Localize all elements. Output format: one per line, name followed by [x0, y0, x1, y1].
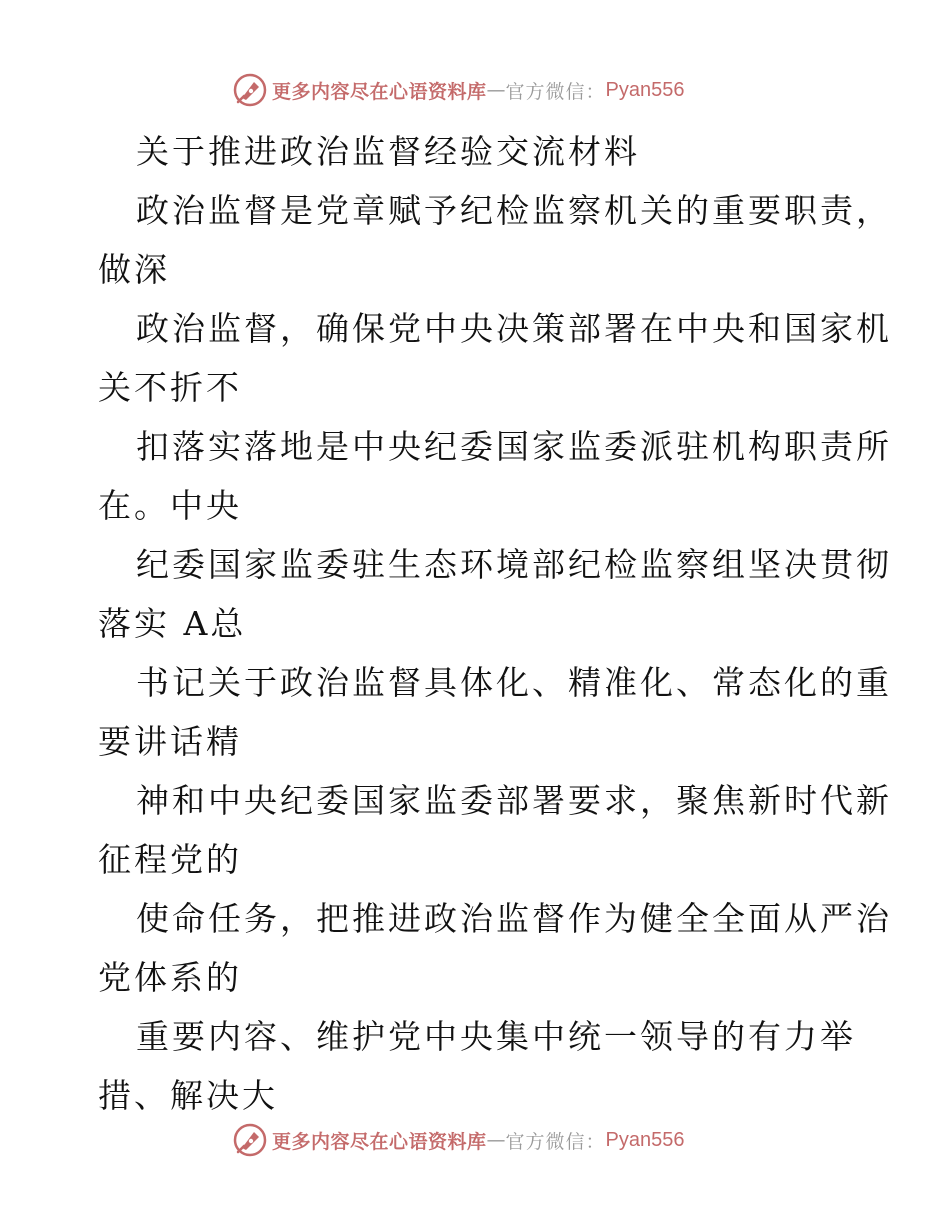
- banner-wechat-label: 官方微信：: [505, 1130, 606, 1153]
- document-body: [98, 122, 892, 1125]
- document-title: 关于推进政治监督经验交流材料: [136, 132, 640, 171]
- paragraph-line: 纪委国家监委驻生态环境部纪检监察组坚决贯彻: [136, 545, 892, 584]
- paragraph-line: 政治监督，确保党中央决策部署在中央和国家机: [136, 309, 892, 348]
- footer-banner: [232, 1120, 732, 1160]
- header-banner: [232, 70, 732, 110]
- paragraph-line: 措、解决大: [98, 1076, 278, 1115]
- pen-nib-logo-icon: [232, 1122, 268, 1158]
- paragraph-line: 党体系的: [98, 958, 242, 997]
- paragraph-line: 要讲话精: [98, 722, 242, 761]
- banner-main-text: 更多内容尽在心语资料库: [272, 80, 487, 103]
- paragraph-line: 使命任务，把推进政治监督作为健全全面从严治: [136, 899, 892, 938]
- paragraph-line: 政治监督是党章赋予纪检监察机关的重要职责，: [136, 191, 892, 230]
- paragraph-line: 神和中央纪委国家监委部署要求，聚焦新时代新: [136, 781, 892, 820]
- banner-main-text: 更多内容尽在心语资料库: [272, 1130, 487, 1153]
- paragraph-line: 关不折不: [98, 368, 242, 407]
- paragraph-line: 做深: [98, 250, 170, 289]
- banner-separator: —: [486, 1129, 506, 1151]
- paragraph-line: 征程党的: [98, 840, 242, 879]
- banner-wechat-id: Pyan556: [605, 78, 685, 101]
- paragraph-line: 在。中央: [98, 486, 242, 525]
- banner-wechat-id: Pyan556: [605, 1128, 685, 1151]
- banner-separator: —: [486, 79, 506, 101]
- pen-nib-logo-icon: [232, 72, 268, 108]
- paragraph-line: 重要内容、维护党中央集中统一领导的有力举: [136, 1017, 856, 1056]
- paragraph-line: 书记关于政治监督具体化、精准化、常态化的重: [136, 663, 892, 702]
- paragraph-line: 扣落实落地是中央纪委国家监委派驻机构职责所: [136, 427, 892, 466]
- banner-wechat-label: 官方微信：: [505, 80, 606, 103]
- paragraph-line: 落实 A总: [98, 604, 247, 643]
